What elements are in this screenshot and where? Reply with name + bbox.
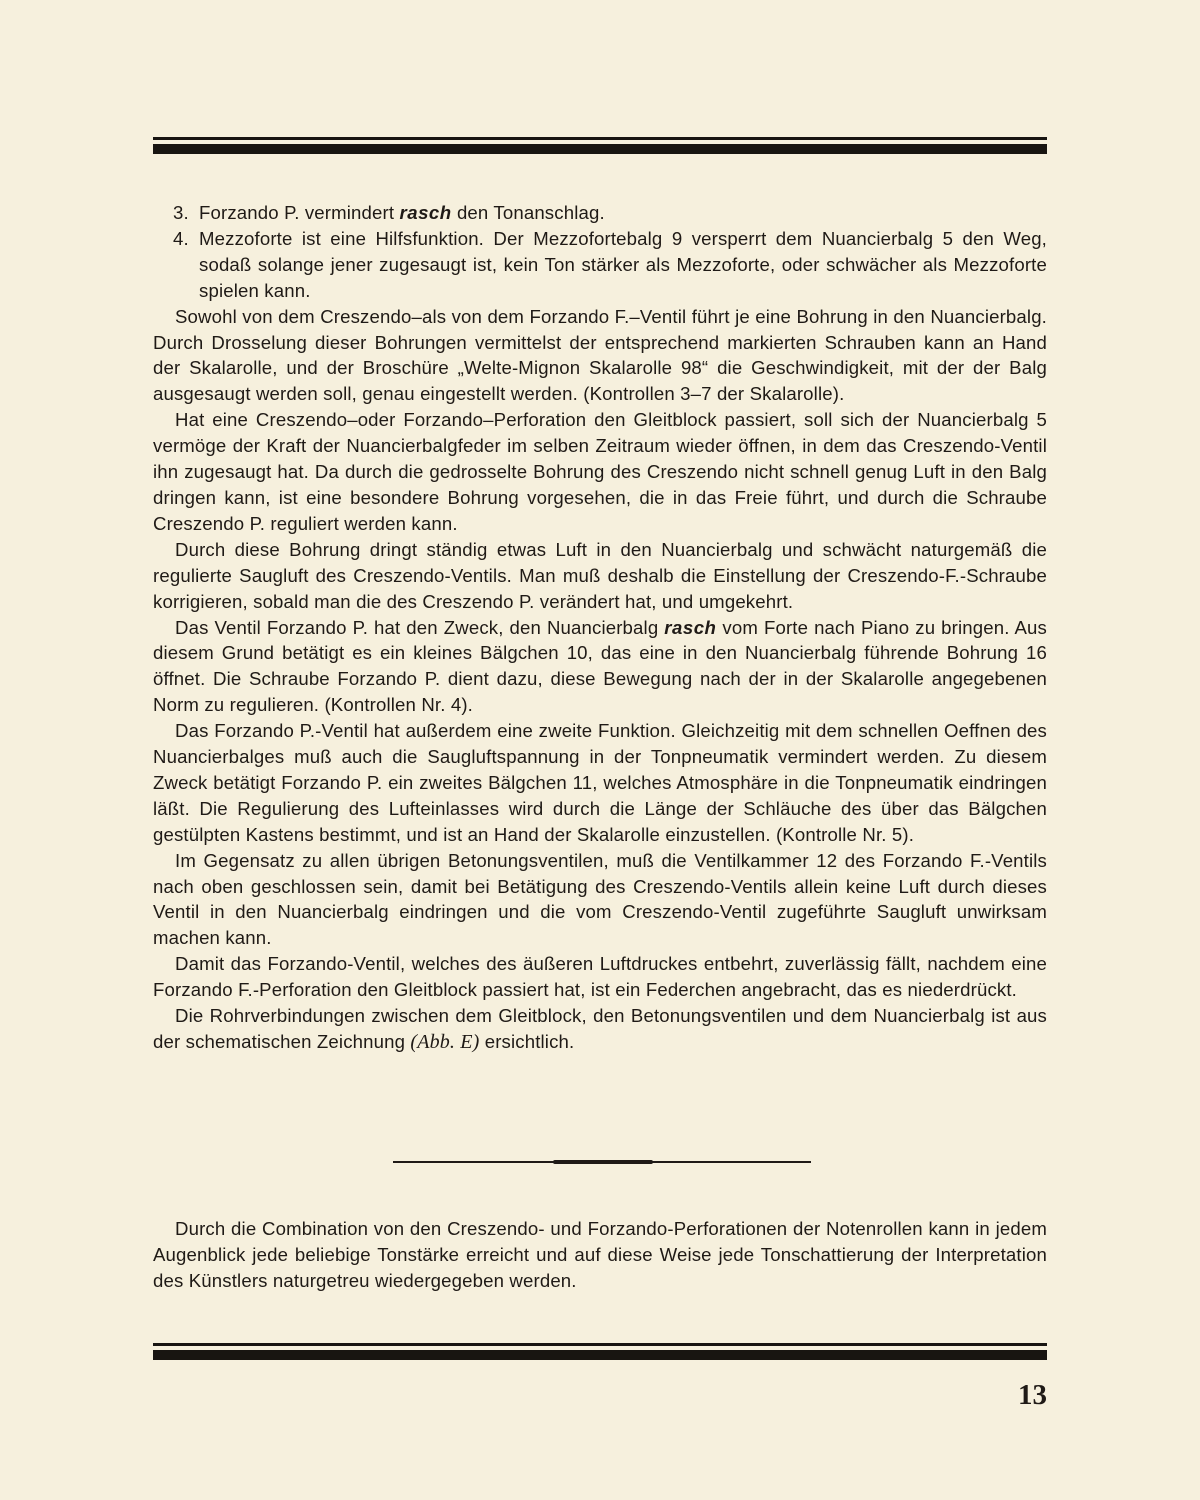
text-run: Durch diese Bohrung dringt ständig etwas Luft in den Nuancierbalg und schwächt naturgemäß die regulierte Saugluft des Creszendo-Ventils. Man muß deshalb die Einstellung der Creszendo-F.-Schraube korrigieren, sobald man die des Creszendo P. verändert hat, und umgekehrt. — [153, 538, 1047, 612]
top-double-rule — [153, 137, 1047, 154]
text-run: Damit das Forzando-Ventil, welches des äußeren Luftdruckes entbehrt, zuverlässig fällt, nachdem eine Forzando F.-Perforation den Gleitblock passiert hat, ist ein Federchen angebracht, das es niederdrückt. — [153, 953, 1047, 1001]
text-run: Im Gegensatz zu allen übrigen Betonungsventilen, muß die Ventilkammer 12 des Forzando F.-Ventils nach oben geschlossen sein, damit bei Betätigung des Creszendo-Ventils allein keine Luft durch dieses Ventil in den Nuancierbalg eindringen und die vom Creszendo-Ventil zugeführte Saugluft unwirksam machen kann. — [153, 849, 1047, 949]
page-number: 13 — [1018, 1379, 1047, 1411]
paragraph — [153, 615, 1047, 719]
body-text — [153, 200, 1047, 1056]
emphasis-bold-italic: rasch — [664, 616, 717, 638]
paragraph — [153, 304, 1047, 408]
list-item — [153, 226, 1047, 304]
paragraph — [153, 848, 1047, 952]
text-run: Forzando P. vermindert — [199, 202, 400, 223]
numbered-list — [153, 200, 1047, 304]
top-rule-thick-line — [153, 144, 1047, 154]
paragraph — [153, 1003, 1047, 1056]
bottom-rule-thick-line — [153, 1350, 1047, 1360]
bottom-double-rule — [153, 1343, 1047, 1360]
text-run: Sowohl von dem Creszendo–als von dem Forzando F.–Ventil führt je eine Bohrung in den Nuancierbalg. Durch Drosselung dieser Bohrungen vermittelst der entsprechend markierten Schrauben kann an Hand der Skalarolle, und der Broschüre „Welte-Mignon Skalarolle 98“ die Geschwindigkeit, mit der der Balg ausgesaugt werden soll, genau eingestellt werden. (Kontrollen 3–7 der Skalarolle). — [153, 305, 1047, 405]
paragraph — [153, 951, 1047, 1003]
list-item-number: 4. — [173, 227, 189, 249]
closing-paragraph: Durch die Combination von den Creszendo- und Forzando-Perforationen der Notenrollen kann in jedem Augenblick jede beliebige Tonstärke erreicht und auf diese Weise jede Tonschattierung der Interpretation des Künstlers naturgetreu wiedergegeben werden. — [153, 1218, 1047, 1291]
section-divider — [393, 1161, 811, 1163]
list-item — [153, 200, 1047, 226]
paragraph — [153, 718, 1047, 848]
text-run: Die Rohrverbindungen zwischen dem Gleitblock, den Betonungsventilen und dem Nuancierbalg ist aus der schematischen Zeichnung — [153, 1005, 1047, 1052]
text-run: Hat eine Creszendo–oder Forzando–Perforation den Gleitblock passiert, soll sich der Nuancierbalg 5 vermöge der Kraft der Nuancierbalgfeder im selben Zeitraum wieder öffnen, in dem das Creszendo-Ventil ihn zugesaugt hat. Da durch die gedrosselte Bohrung des Creszendo nicht schnell genug Luft in den Balg dringen kann, ist eine besondere Bohrung vorgesehen, die in das Freie führt, und durch die Schraube Creszendo P. reguliert werden kann. — [153, 409, 1047, 534]
text-run: vom Forte nach Piano zu bringen. Aus diesem Grund betätigt es ein kleines Bälgchen 10, das eine in den Nuancierbalg führende Bohrung 16 öffnet. Die Schraube Forzando P. dient dazu, diese Bewegung nach der in der Skalarolle angegebenen Norm zu regulieren. (Kontrollen Nr. 4). — [153, 616, 1047, 716]
paragraph-list — [153, 304, 1047, 1056]
emphasis-bold-italic: rasch — [399, 202, 452, 223]
text-run: Das Forzando P.-Ventil hat außerdem eine zweite Funktion. Gleichzeitig mit dem schnellen Oeffnen des Nuancierbalges muß auch die Saugluftspannung in der Tonpneumatik vermindert werden. Zu diesem Zweck betätigt Forzando P. ein zweites Bälgchen 11, welches Atmosphäre in die Tonpneumatik eindringen läßt. Die Regulierung des Lufteinlasses wird durch die Länge der Schläuche des über das Bälgchen gestülpten Kastens bestimmt, und ist an Hand der Skalarolle einzustellen. (Kontrolle Nr. 5). — [153, 720, 1047, 845]
text-run: Das Ventil Forzando P. hat den Zweck, den Nuancierbalg — [175, 616, 665, 638]
emphasis-italic: (Abb. E) — [410, 1031, 480, 1053]
text-run: den Tonanschlag. — [451, 202, 605, 223]
list-item-number: 3. — [173, 202, 189, 223]
text-run: ersichtlich. — [479, 1031, 575, 1052]
paragraph — [153, 407, 1047, 537]
paragraph — [153, 537, 1047, 615]
text-run: Mezzoforte ist eine Hilfsfunktion. Der Mezzofortebalg 9 versperrt dem Nuancierbalg 5 den Weg, sodaß solange jener zugesaugt ist, kein Ton stärker als Mezzoforte, oder schwächer als Mezzoforte spielen kann. — [199, 227, 1047, 301]
